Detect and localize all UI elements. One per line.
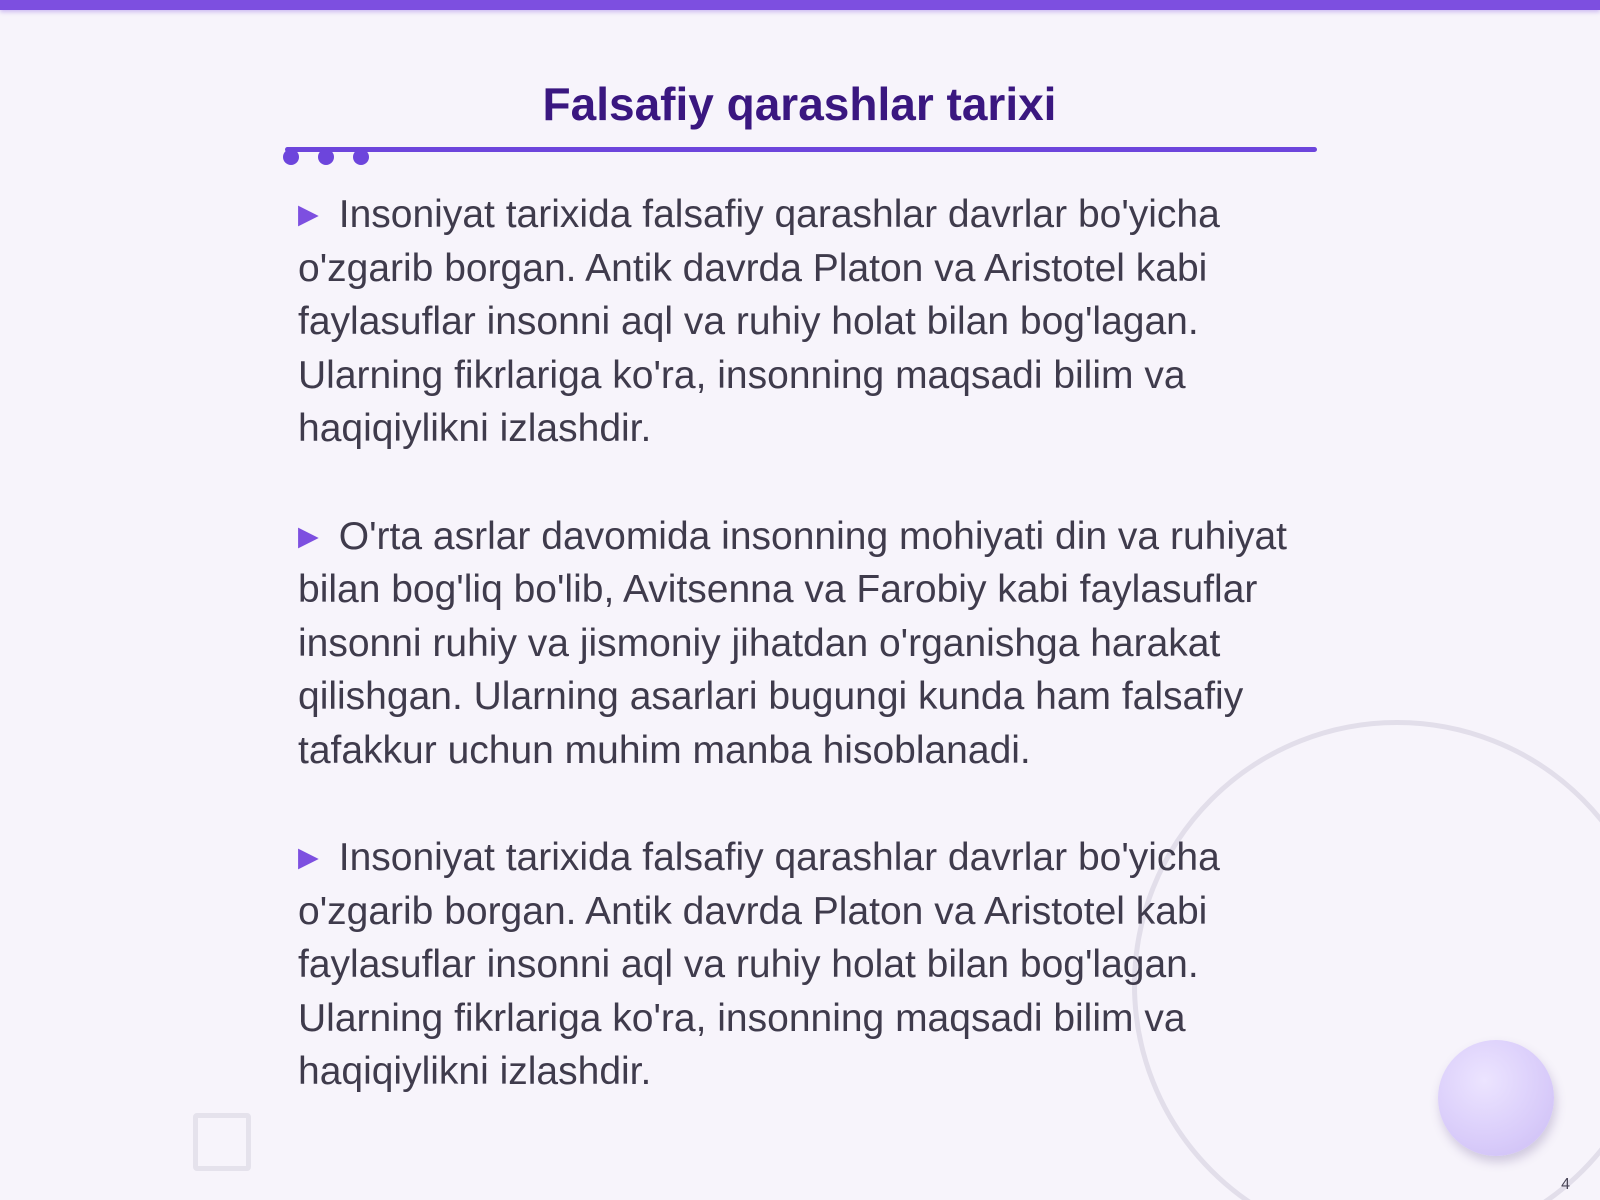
- bullet-paragraph-3: [298, 831, 1308, 1099]
- bullet-text: O'rta asrlar davomida insonning mohiyati din va ruhiyat bilan bog'liq bo'lib, Avitsenna va Farobiy kabi faylasuflar insonni ruhiy va jismoniy jihatdan o'rganishga harakat qilishgan. Ularning asarlari bugungi kunda ham falsafiy tafakkur uchun muhim manba hisoblanadi.: [298, 514, 1288, 772]
- bullet-paragraph-1: [298, 188, 1308, 456]
- title-underline: [285, 147, 1317, 152]
- bullet-text: Insoniyat tarixida falsafiy qarashlar davrlar bo'yicha o'zgarib borgan. Antik davrda Platon va Aristotel kabi faylasuflar insonni aql va ruhiy holat bilan bog'lagan. Ularning fikrlariga ko'ra, insonning maqsadi bilim va haqiqiylikni izlashdir.: [298, 193, 1220, 450]
- decor-dot: [283, 149, 299, 165]
- slide-content: [298, 188, 1308, 1099]
- page-number: 4: [1561, 1176, 1570, 1193]
- decor-dot: [353, 149, 369, 165]
- triangle-right-icon: ▶: [298, 520, 319, 551]
- decorative-sphere: [1438, 1040, 1554, 1156]
- top-accent-bar: [0, 0, 1600, 10]
- decor-dot: [318, 149, 334, 165]
- bullet-text: Insoniyat tarixida falsafiy qarashlar davrlar bo'yicha o'zgarib borgan. Antik davrda Platon va Aristotel kabi faylasuflar insonni aql va ruhiy holat bilan bog'lagan. Ularning fikrlariga ko'ra, insonning maqsadi bilim va haqiqiylikni izlashdir.: [298, 836, 1220, 1093]
- decorative-square: [193, 1113, 251, 1171]
- slide-title: Falsafiy qarashlar tarixi: [542, 78, 1057, 130]
- triangle-right-icon: ▶: [298, 199, 319, 229]
- triangle-right-icon: ▶: [298, 842, 319, 872]
- bullet-paragraph-2: [298, 510, 1308, 778]
